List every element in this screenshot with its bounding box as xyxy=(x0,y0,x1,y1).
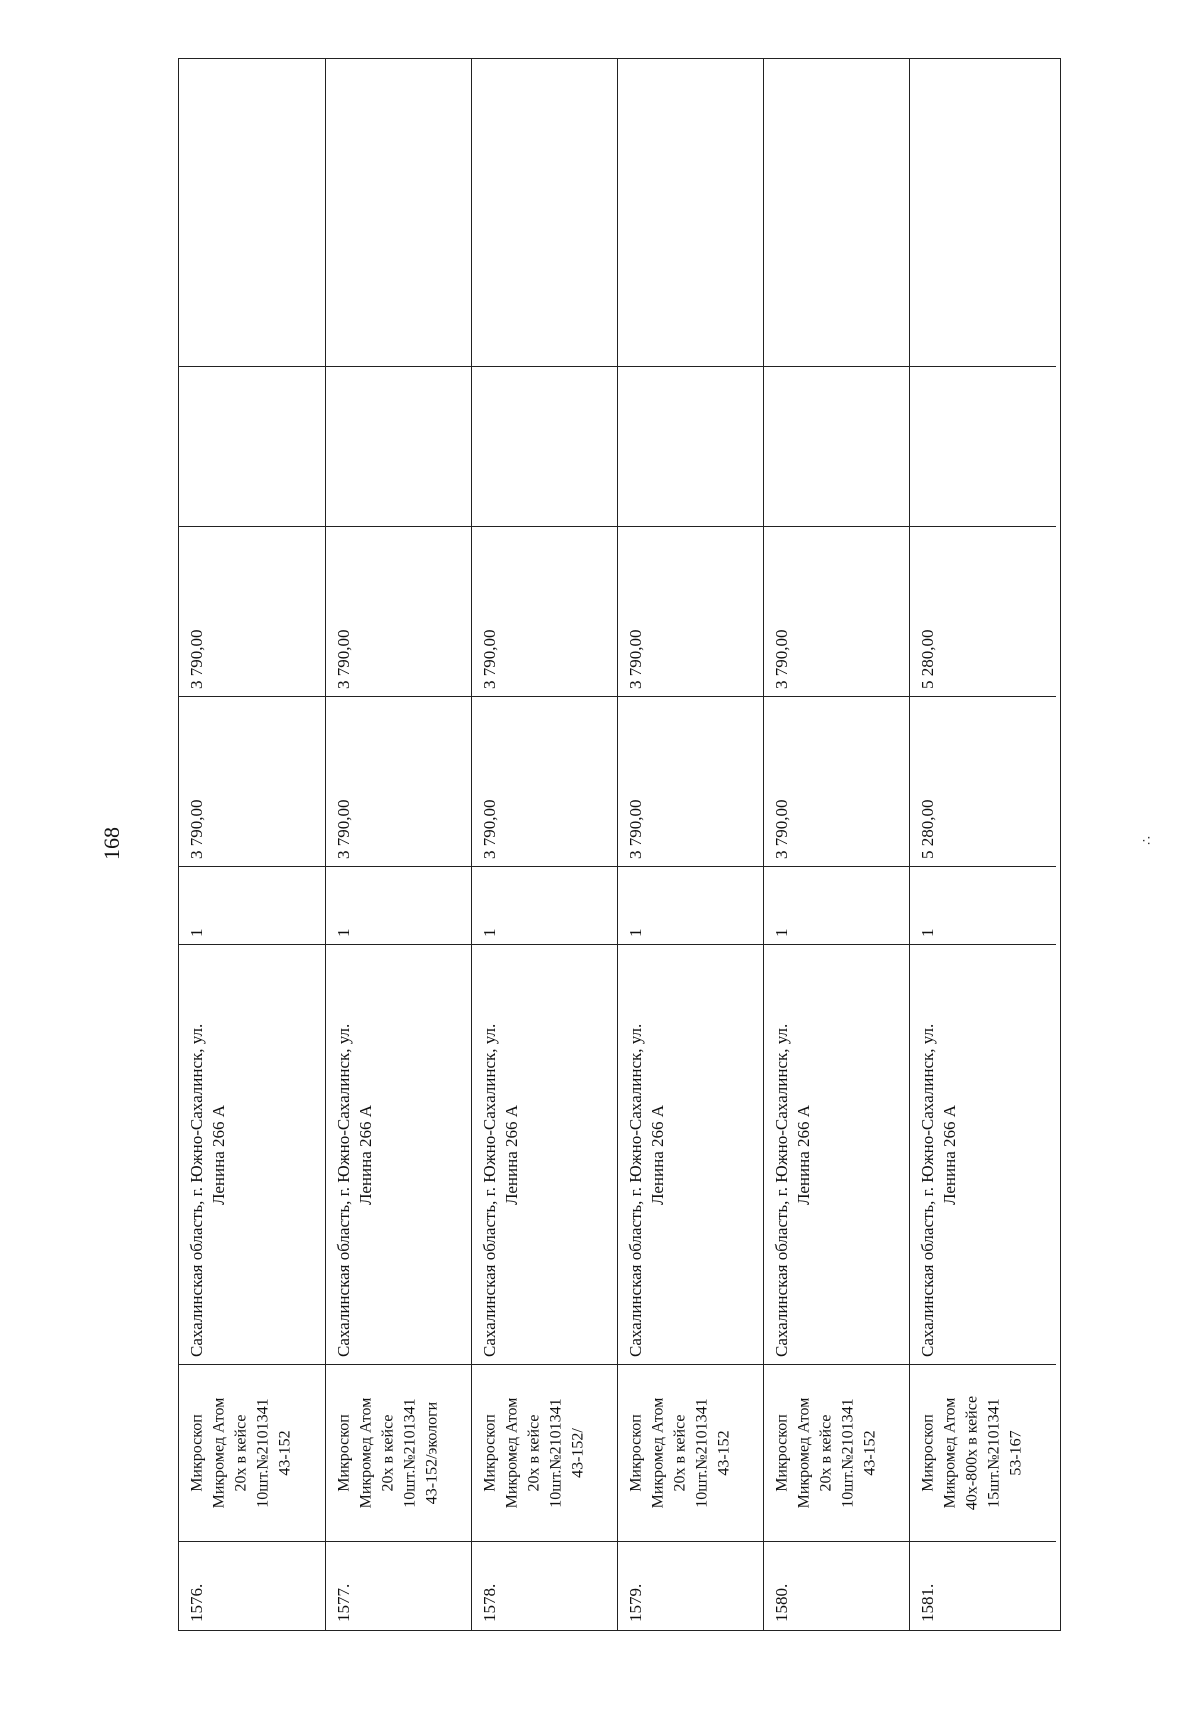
address-line: Сахалинская область, г. Южно-Сахалинск, ул. xyxy=(187,1023,206,1357)
cell-text-num: 1581. xyxy=(918,1583,937,1622)
name-line: 43-152 xyxy=(276,1430,293,1476)
cell-amount xyxy=(618,526,764,696)
name-line: Микромед Атом xyxy=(795,1397,812,1509)
cell-text-address xyxy=(333,953,465,1357)
cell-col7 xyxy=(764,59,910,366)
name-line: 10шт.№2101341 xyxy=(254,1398,271,1508)
cell-col7 xyxy=(326,59,472,366)
name-line: 10шт.№2101341 xyxy=(547,1398,564,1508)
cell-text-price: 3 790,00 xyxy=(334,799,353,859)
cell-address xyxy=(910,944,1056,1364)
address-line: Ленина 266 А xyxy=(794,1104,813,1205)
cell-num xyxy=(326,1541,472,1629)
cell-name xyxy=(472,1364,618,1541)
cell-text-amount: 3 790,00 xyxy=(187,629,206,689)
cell-text-name xyxy=(333,1373,465,1534)
cell-text-price: 3 790,00 xyxy=(187,799,206,859)
address-line: Ленина 266 А xyxy=(648,1104,667,1205)
cell-amount xyxy=(326,526,472,696)
cell-text-col7 xyxy=(917,67,1049,358)
address-line: Сахалинская область, г. Южно-Сахалинск, ул. xyxy=(334,1023,353,1357)
cell-address xyxy=(326,944,472,1364)
cell-col7 xyxy=(179,59,325,366)
cell-num xyxy=(472,1541,618,1629)
address-line: Ленина 266 А xyxy=(502,1104,521,1205)
cell-price xyxy=(326,696,472,866)
cell-text-col7 xyxy=(479,67,611,358)
cell-address xyxy=(179,944,325,1364)
name-line: Микроскоп xyxy=(919,1414,936,1492)
cell-text-name xyxy=(625,1373,757,1534)
cell-col7 xyxy=(618,59,764,366)
name-line: 15шт.№2101341 xyxy=(985,1398,1002,1508)
cell-name xyxy=(618,1364,764,1541)
cell-text-col6 xyxy=(186,375,318,519)
cell-text-col7 xyxy=(333,67,465,358)
cell-text-address xyxy=(917,953,1049,1357)
address-line: Сахалинская область, г. Южно-Сахалинск, ул. xyxy=(918,1023,937,1357)
name-line: 43-152/экологи xyxy=(423,1401,440,1505)
name-line: Микроскоп xyxy=(481,1414,498,1492)
cell-col6 xyxy=(326,366,472,526)
cell-text-amount: 3 790,00 xyxy=(772,629,791,689)
cell-amount xyxy=(472,526,618,696)
cell-col6 xyxy=(764,366,910,526)
cell-num xyxy=(910,1541,1056,1629)
cell-qty xyxy=(910,866,1056,944)
cell-text-price: 5 280,00 xyxy=(918,799,937,859)
cell-col7 xyxy=(910,59,1056,366)
cell-text-qty: 1 xyxy=(918,928,937,937)
name-line: 20х в кейсе xyxy=(817,1414,834,1492)
cell-col6 xyxy=(472,366,618,526)
name-line: 43-152 xyxy=(715,1430,732,1476)
cell-col6 xyxy=(910,366,1056,526)
table-row xyxy=(909,59,1056,1630)
name-line: 43-152 xyxy=(861,1430,878,1476)
cell-text-qty: 1 xyxy=(187,928,206,937)
name-line: 20х в кейсе xyxy=(671,1414,688,1492)
cell-text-qty: 1 xyxy=(480,928,499,937)
cell-text-price: 3 790,00 xyxy=(626,799,645,859)
name-line: Микроскоп xyxy=(773,1414,790,1492)
address-line: Ленина 266 А xyxy=(209,1104,228,1205)
cell-text-address xyxy=(479,953,611,1357)
cell-text-amount: 3 790,00 xyxy=(480,629,499,689)
name-line: 10шт.№2101341 xyxy=(839,1398,856,1508)
cell-text-qty: 1 xyxy=(626,928,645,937)
cell-amount xyxy=(179,526,325,696)
name-line: 10шт.№2101341 xyxy=(401,1398,418,1508)
table-row xyxy=(325,59,472,1630)
cell-text-num: 1578. xyxy=(480,1583,499,1622)
cell-text-num: 1579. xyxy=(626,1583,645,1622)
cell-text-col7 xyxy=(771,67,903,358)
cell-col6 xyxy=(179,366,325,526)
table-row xyxy=(617,59,764,1630)
cell-num xyxy=(179,1541,325,1629)
cell-amount xyxy=(764,526,910,696)
cell-text-col7 xyxy=(625,67,757,358)
cell-text-amount: 5 280,00 xyxy=(918,629,937,689)
cell-text-price: 3 790,00 xyxy=(480,799,499,859)
cell-qty xyxy=(326,866,472,944)
cell-qty xyxy=(764,866,910,944)
cell-amount xyxy=(910,526,1056,696)
cell-qty xyxy=(179,866,325,944)
name-line: Микромед Атом xyxy=(210,1397,227,1509)
cell-text-qty: 1 xyxy=(334,928,353,937)
cell-address xyxy=(618,944,764,1364)
cell-price xyxy=(764,696,910,866)
cell-text-address xyxy=(625,953,757,1357)
cell-text-amount: 3 790,00 xyxy=(334,629,353,689)
cell-qty xyxy=(472,866,618,944)
cell-address xyxy=(764,944,910,1364)
address-line: Ленина 266 А xyxy=(356,1104,375,1205)
cell-text-price: 3 790,00 xyxy=(772,799,791,859)
cell-name xyxy=(179,1364,325,1541)
name-line: 20х в кейсе xyxy=(232,1414,249,1492)
inventory-table xyxy=(178,58,1061,1631)
name-line: Микроскоп xyxy=(188,1414,205,1492)
cell-name xyxy=(326,1364,472,1541)
cell-text-num: 1576. xyxy=(187,1583,206,1622)
cell-name xyxy=(764,1364,910,1541)
scan-artifact-mark: ∴ xyxy=(1139,836,1155,845)
cell-address xyxy=(472,944,618,1364)
cell-text-name xyxy=(186,1373,318,1534)
cell-text-num: 1580. xyxy=(772,1583,791,1622)
cell-text-qty: 1 xyxy=(772,928,791,937)
cell-price xyxy=(910,696,1056,866)
cell-text-name xyxy=(771,1373,903,1534)
name-line: 40х-800х в кейсе xyxy=(963,1395,980,1511)
cell-text-name xyxy=(479,1373,611,1534)
cell-text-num: 1577. xyxy=(334,1583,353,1622)
cell-text-name xyxy=(917,1373,1049,1534)
address-line: Сахалинская область, г. Южно-Сахалинск, ул. xyxy=(480,1023,499,1357)
cell-name xyxy=(910,1364,1056,1541)
name-line: Микромед Атом xyxy=(357,1397,374,1509)
cell-num xyxy=(618,1541,764,1629)
cell-col6 xyxy=(618,366,764,526)
page-number: 168 xyxy=(99,827,124,860)
cell-col7 xyxy=(472,59,618,366)
address-line: Сахалинская область, г. Южно-Сахалинск, ул. xyxy=(626,1023,645,1357)
cell-price xyxy=(472,696,618,866)
name-line: 10шт.№2101341 xyxy=(693,1398,710,1508)
name-line: 20х в кейсе xyxy=(525,1414,542,1492)
cell-text-amount: 3 790,00 xyxy=(626,629,645,689)
cell-num xyxy=(764,1541,910,1629)
cell-text-address xyxy=(186,953,318,1357)
name-line: Микромед Атом xyxy=(941,1397,958,1509)
table-row xyxy=(471,59,618,1630)
cell-text-col6 xyxy=(625,375,757,519)
address-line: Сахалинская область, г. Южно-Сахалинск, ул. xyxy=(772,1023,791,1357)
cell-text-col6 xyxy=(479,375,611,519)
name-line: Микромед Атом xyxy=(503,1397,520,1509)
name-line: Микромед Атом xyxy=(649,1397,666,1509)
cell-text-col6 xyxy=(333,375,465,519)
cell-text-col6 xyxy=(771,375,903,519)
table-row xyxy=(763,59,910,1630)
cell-text-address xyxy=(771,953,903,1357)
cell-qty xyxy=(618,866,764,944)
name-line: Микроскоп xyxy=(627,1414,644,1492)
name-line: 53-167 xyxy=(1007,1430,1024,1476)
name-line: Микроскоп xyxy=(335,1414,352,1492)
cell-price xyxy=(618,696,764,866)
address-line: Ленина 266 А xyxy=(940,1104,959,1205)
cell-text-col6 xyxy=(917,375,1049,519)
cell-price xyxy=(179,696,325,866)
name-line: 43-152/ xyxy=(569,1428,586,1478)
cell-text-col7 xyxy=(186,67,318,358)
table-row xyxy=(179,59,325,1630)
name-line: 20х в кейсе xyxy=(379,1414,396,1492)
